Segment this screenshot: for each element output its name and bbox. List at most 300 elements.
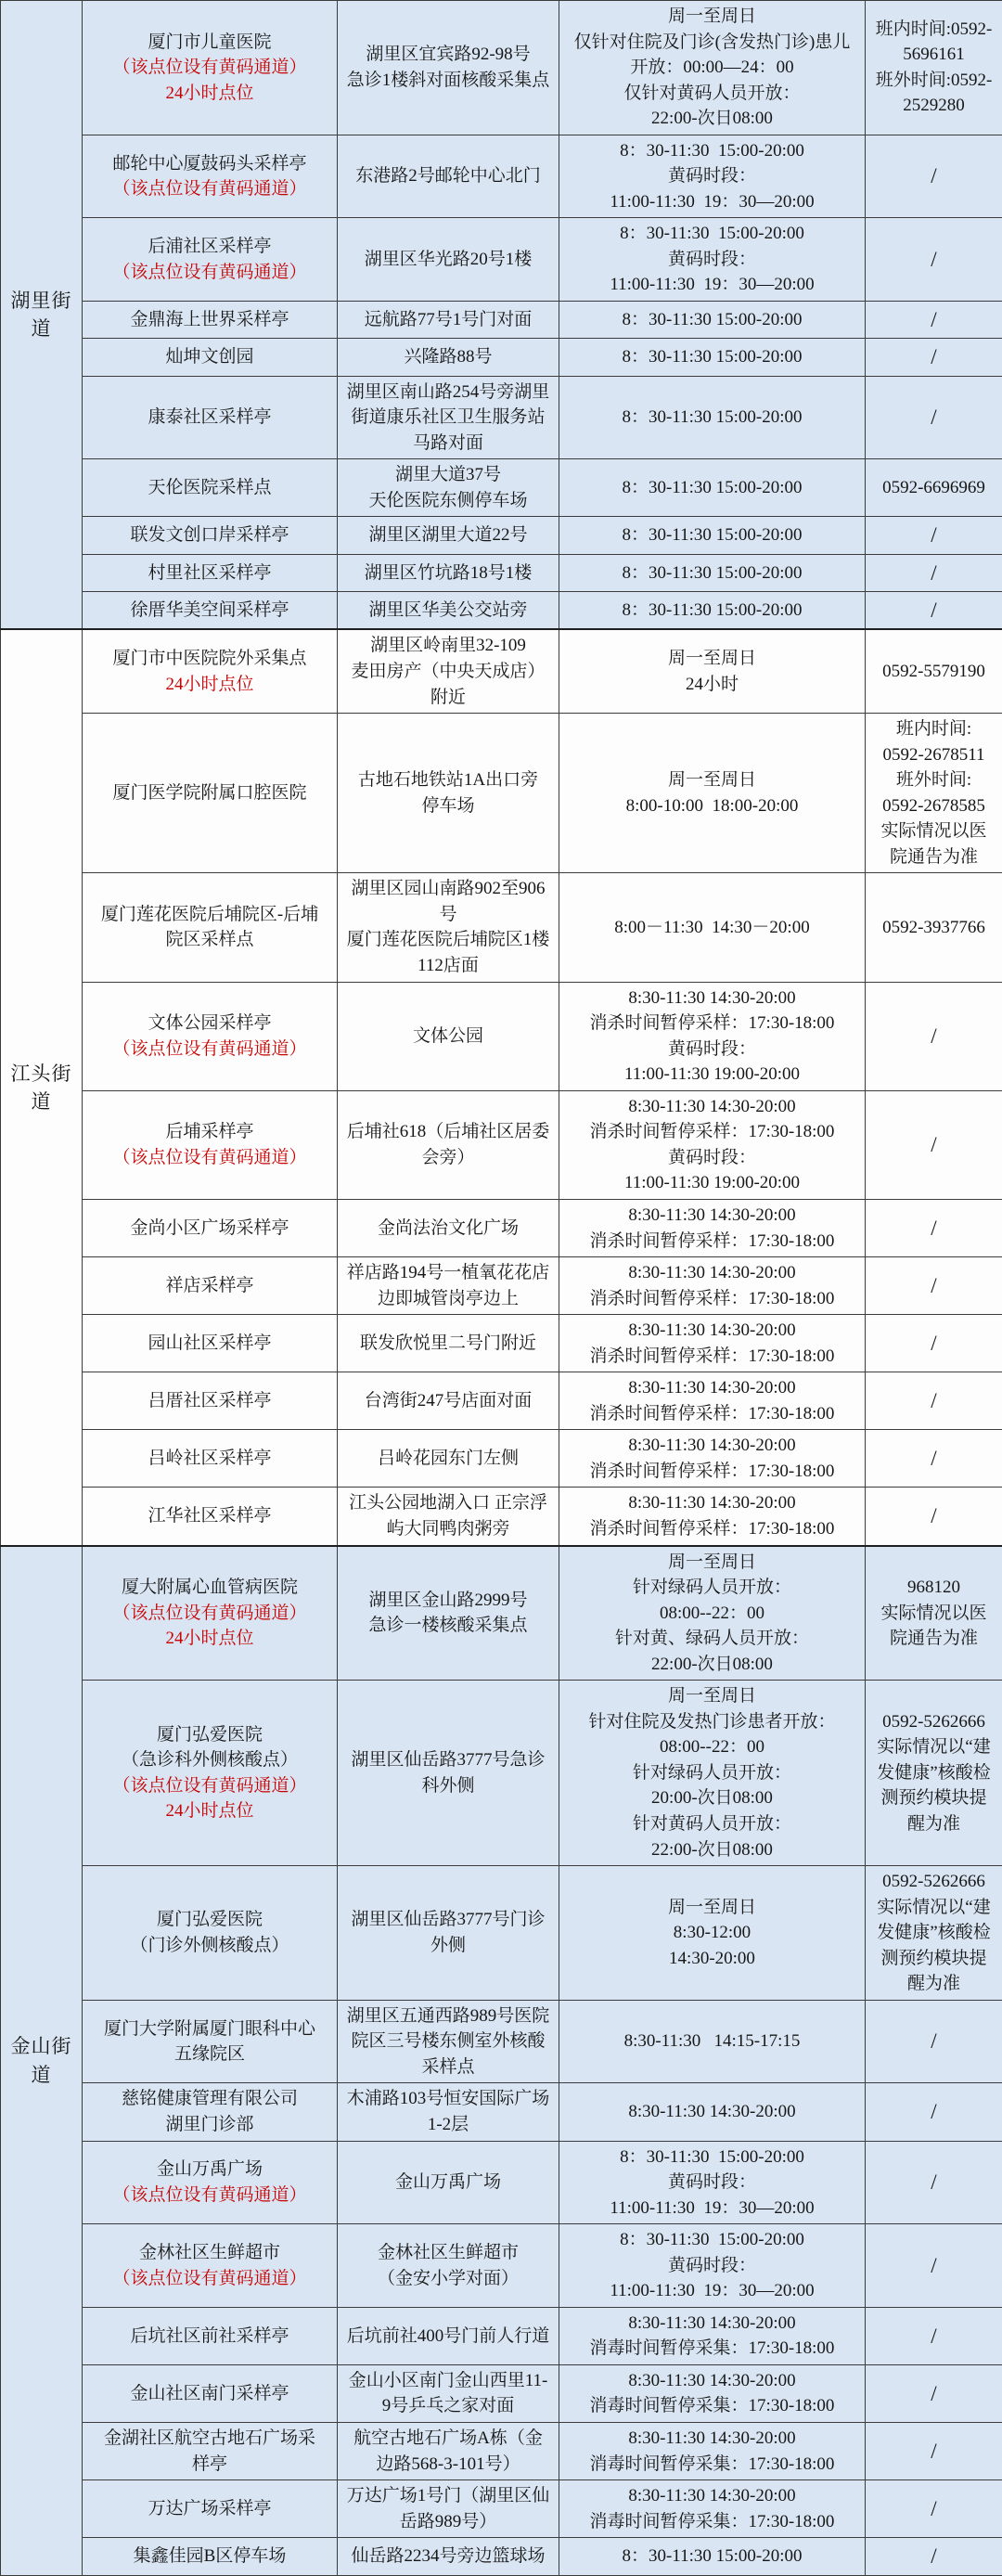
text-line: 五缘院区 bbox=[90, 2041, 329, 2067]
text-line: 消杀时间暂停采样：17:30-18:00 bbox=[567, 1229, 857, 1255]
text-line: 实际情况以“建发健康”核酸检测预约模块提醒为准 bbox=[873, 1895, 995, 1997]
text-line: 吕岭花园东门左侧 bbox=[345, 1446, 551, 1472]
no-phone-slash: / bbox=[873, 341, 995, 372]
table-row bbox=[1, 2000, 1002, 2083]
site-note-red: 24小时点位 bbox=[90, 1798, 329, 1824]
text-line: 周一至周日 bbox=[567, 767, 857, 793]
text-line: 金山万禹广场 bbox=[90, 2157, 329, 2183]
site-hours-cell bbox=[559, 2480, 866, 2538]
text-line: 天伦医院采样点 bbox=[90, 475, 329, 501]
text-line: 湖里门诊部 bbox=[90, 2112, 329, 2138]
table-row bbox=[1, 592, 1002, 630]
site-hours-cell bbox=[559, 1090, 866, 1199]
text-line: 消毒时间暂停采集：17:30-18:00 bbox=[567, 2336, 857, 2362]
site-hours-cell bbox=[559, 2000, 866, 2083]
site-address-cell bbox=[338, 2423, 559, 2480]
site-hours-cell bbox=[559, 135, 866, 218]
site-name-cell bbox=[83, 1199, 338, 1256]
text-line: 停车场 bbox=[345, 793, 551, 819]
site-phone-cell bbox=[866, 1866, 1002, 2001]
site-address-cell bbox=[338, 459, 559, 517]
site-name-cell bbox=[83, 2307, 338, 2364]
site-name-cell bbox=[83, 1090, 338, 1199]
text-line: 仅针对黄码人员开放： bbox=[567, 81, 857, 107]
text-line: 金山小区南门金山西里11-9号乒乓之家对面 bbox=[345, 2368, 551, 2419]
site-address-cell bbox=[338, 517, 559, 554]
site-hours-cell bbox=[559, 1681, 866, 1866]
site-name-cell bbox=[83, 1866, 338, 2001]
site-hours-cell bbox=[559, 2307, 866, 2364]
text-line: 消杀时间暂停采样：17:30-18:00 bbox=[567, 1344, 857, 1370]
text-line: 祥店路194号一植氧花花店边即城管岗亭边上 bbox=[345, 1260, 551, 1311]
site-phone-cell bbox=[866, 459, 1002, 517]
site-phone-cell bbox=[866, 554, 1002, 591]
site-address-cell bbox=[338, 2480, 559, 2538]
site-name-cell bbox=[83, 218, 338, 302]
text-line: 11:00-11:30 19:00-20:00 bbox=[567, 1170, 857, 1196]
site-phone-cell bbox=[866, 1372, 1002, 1430]
site-address-cell bbox=[338, 1, 559, 135]
site-note-red: （该点位设有黄码通道） bbox=[90, 1601, 329, 1627]
text-line: 8：30-11:30 15:00-20:00 bbox=[567, 2145, 857, 2170]
site-note-red: （该点位设有黄码通道） bbox=[90, 1037, 329, 1063]
text-line: 厦门弘爱医院 bbox=[90, 1722, 329, 1748]
site-hours-cell bbox=[559, 629, 866, 713]
table-row bbox=[1, 376, 1002, 459]
site-name-cell bbox=[83, 459, 338, 517]
site-note-red: （该点位设有黄码通道） bbox=[90, 2266, 329, 2292]
text-line: 实际情况以“建发健康”核酸检测预约模块提醒为准 bbox=[873, 1734, 995, 1836]
site-hours-cell bbox=[559, 1866, 866, 2001]
table-row bbox=[1, 1, 1002, 135]
site-phone-cell bbox=[866, 1681, 1002, 1866]
text-line: 村里社区采样亭 bbox=[90, 560, 329, 586]
text-line: 0592-5579190 bbox=[873, 659, 995, 685]
site-phone-cell bbox=[866, 1199, 1002, 1256]
text-line: 仙岳路2234号旁边篮球场 bbox=[345, 2544, 551, 2570]
text-line: 11:00-11:30 19：30—20:00 bbox=[567, 2196, 857, 2222]
site-address-cell bbox=[338, 1257, 559, 1315]
text-line: 班外时间: bbox=[873, 767, 995, 793]
site-address-cell bbox=[338, 629, 559, 713]
site-address-cell bbox=[338, 592, 559, 630]
site-hours-cell bbox=[559, 592, 866, 630]
text-line: 样亭 bbox=[90, 2452, 329, 2478]
text-line: 8：30-11:30 15:00-20:00 bbox=[567, 560, 857, 586]
table-row bbox=[1, 2423, 1002, 2480]
text-line: 厦大附属心血管病医院 bbox=[90, 1575, 329, 1601]
site-name-cell bbox=[83, 714, 338, 873]
site-name-cell bbox=[83, 1, 338, 135]
text-line: 8:30-11:30 14:30-20:00 bbox=[567, 2483, 857, 2509]
site-address-cell bbox=[338, 2000, 559, 2083]
text-line: 8：30-11:30 15:00-20:00 bbox=[567, 405, 857, 431]
no-phone-slash: / bbox=[873, 2436, 995, 2467]
site-phone-cell bbox=[866, 592, 1002, 630]
site-phone-cell bbox=[866, 1090, 1002, 1199]
text-line: 后坑前社400号门前人行道 bbox=[345, 2324, 551, 2350]
text-line: 园山社区采样亭 bbox=[90, 1331, 329, 1357]
text-line: 8：30-11:30 15:00-20:00 bbox=[567, 598, 857, 624]
site-name-cell bbox=[83, 2224, 338, 2308]
site-phone-cell bbox=[866, 2083, 1002, 2141]
text-line: 班内时间:0592-5696161 bbox=[873, 17, 995, 68]
site-hours-cell bbox=[559, 376, 866, 459]
text-line: 急诊一楼核酸采集点 bbox=[345, 1613, 551, 1639]
table-row bbox=[1, 1199, 1002, 1256]
text-line: 11:00-11:30 19：30—20:00 bbox=[567, 189, 857, 215]
table-row bbox=[1, 1315, 1002, 1372]
site-address-cell bbox=[338, 873, 559, 982]
text-line: 8:30-11:30 14:30-20:00 bbox=[567, 1318, 857, 1344]
text-line: 周一至周日 bbox=[567, 4, 857, 30]
site-name-cell bbox=[83, 1430, 338, 1488]
site-address-cell bbox=[338, 1546, 559, 1681]
site-name-cell bbox=[83, 376, 338, 459]
site-note-red: （该点位设有黄码通道） bbox=[90, 2183, 329, 2209]
text-line: 远航路77号1号门对面 bbox=[345, 307, 551, 333]
text-line: 11:00-11:30 19:00-20:00 bbox=[567, 1062, 857, 1088]
site-phone-cell bbox=[866, 2364, 1002, 2422]
site-address-cell bbox=[338, 1199, 559, 1256]
site-address-cell bbox=[338, 302, 559, 339]
text-line: 针对绿码人员开放： bbox=[567, 1760, 857, 1786]
site-note-red: （该点位设有黄码通道） bbox=[90, 55, 329, 81]
table-row bbox=[1, 1090, 1002, 1199]
text-line: 针对绿码人员开放： bbox=[567, 1575, 857, 1601]
site-hours-cell bbox=[559, 1257, 866, 1315]
site-hours-cell bbox=[559, 1488, 866, 1546]
text-line: 8:30-11:30 14:30-20:00 bbox=[567, 1203, 857, 1229]
site-address-cell bbox=[338, 1866, 559, 2001]
no-phone-slash: / bbox=[873, 595, 995, 625]
text-line: 班内时间: bbox=[873, 716, 995, 742]
street-label: 江头街道 bbox=[1, 629, 83, 1545]
text-line: 针对黄、绿码人员开放： bbox=[567, 1626, 857, 1652]
site-address-cell bbox=[338, 2083, 559, 2141]
site-name-cell bbox=[83, 517, 338, 554]
text-line: 厦门市中医院院外采集点 bbox=[90, 646, 329, 672]
site-name-cell bbox=[83, 1372, 338, 1430]
no-phone-slash: / bbox=[873, 161, 995, 191]
site-hours-cell bbox=[559, 982, 866, 1090]
text-line: 灿坤文创园 bbox=[90, 344, 329, 370]
no-phone-slash: / bbox=[873, 304, 995, 335]
table-row bbox=[1, 1372, 1002, 1430]
text-line: 文体公园采样亭 bbox=[90, 1011, 329, 1037]
text-line: 22:00-次日08:00 bbox=[567, 1837, 857, 1863]
no-phone-slash: / bbox=[873, 2250, 995, 2281]
table-row bbox=[1, 1257, 1002, 1315]
text-line: 针对住院及发热门诊患者开放： bbox=[567, 1709, 857, 1735]
text-line: 8：30-11:30 15:00-20:00 bbox=[567, 2227, 857, 2253]
text-line: 江头公园地湖入口 正宗浮屿大同鸭肉粥旁 bbox=[345, 1490, 551, 1541]
text-line: 消毒时间暂停采集：17:30-18:00 bbox=[567, 2393, 857, 2419]
text-line: 湖里区五通西路989号医院院区三号楼东侧室外核酸采样点 bbox=[345, 2003, 551, 2080]
text-line: 实际情况以医院通告为准 bbox=[873, 818, 995, 869]
text-line: 金尚法治文化广场 bbox=[345, 1216, 551, 1242]
text-line: 仅针对住院及门诊(含发热门诊)患儿开放：00:00—24：00 bbox=[567, 30, 857, 81]
site-hours-cell bbox=[559, 218, 866, 302]
no-phone-slash: / bbox=[873, 2493, 995, 2524]
site-address-cell bbox=[338, 1090, 559, 1199]
text-line: 8：30-11:30 15:00-20:00 bbox=[567, 344, 857, 370]
street-label: 金山街道 bbox=[1, 1546, 83, 2576]
table-row bbox=[1, 2307, 1002, 2364]
no-phone-slash: / bbox=[873, 1385, 995, 1416]
text-line: 木浦路103号恒安国际广场1-2层 bbox=[345, 2086, 551, 2137]
site-note-red: （该点位设有黄码通道） bbox=[90, 1145, 329, 1171]
site-name-cell bbox=[83, 135, 338, 218]
site-hours-cell bbox=[559, 517, 866, 554]
site-phone-cell bbox=[866, 218, 1002, 302]
text-line: 8:30-12:00 bbox=[567, 1920, 857, 1946]
site-address-cell bbox=[338, 2224, 559, 2308]
text-line: 祥店采样亭 bbox=[90, 1273, 329, 1299]
site-phone-cell bbox=[866, 1430, 1002, 1488]
text-line: 8：30-11:30 15:00-20:00 bbox=[567, 475, 857, 501]
site-phone-cell bbox=[866, 2224, 1002, 2308]
text-line: 集鑫佳园B区停车场 bbox=[90, 2544, 329, 2570]
text-line: 消毒时间暂停采集：17:30-18:00 bbox=[567, 2509, 857, 2535]
text-line: 22:00-次日08:00 bbox=[567, 1652, 857, 1678]
text-line: 厦门弘爱医院 bbox=[90, 1907, 329, 1933]
text-line: 徐厝华美空间采样亭 bbox=[90, 598, 329, 624]
text-line: 14:30-20:00 bbox=[567, 1946, 857, 1972]
text-line: 吕厝社区采样亭 bbox=[90, 1388, 329, 1414]
site-note-red: 24小时点位 bbox=[90, 1626, 329, 1652]
site-address-cell bbox=[338, 1430, 559, 1488]
site-note-red: 24小时点位 bbox=[90, 672, 329, 698]
site-name-cell bbox=[83, 2141, 338, 2224]
site-phone-cell bbox=[866, 2538, 1002, 2575]
table-row bbox=[1, 1546, 1002, 1681]
text-line: 8:30-11:30 14:30-20:00 bbox=[567, 2368, 857, 2394]
site-address-cell bbox=[338, 376, 559, 459]
text-line: 江华社区采样亭 bbox=[90, 1503, 329, 1529]
site-phone-cell bbox=[866, 2000, 1002, 2083]
no-phone-slash: / bbox=[873, 2321, 995, 2351]
site-address-cell bbox=[338, 2538, 559, 2575]
text-line: 后浦社区采样亭 bbox=[90, 234, 329, 260]
table-row bbox=[1, 1681, 1002, 1866]
site-phone-cell bbox=[866, 376, 1002, 459]
table-row bbox=[1, 2364, 1002, 2422]
site-phone-cell bbox=[866, 135, 1002, 218]
text-line: （门诊外侧核酸点） bbox=[90, 1933, 329, 1959]
text-line: 湖里区园山南路902至906号 bbox=[345, 876, 551, 927]
table-row bbox=[1, 135, 1002, 218]
text-line: 8：30-11:30 15:00-20:00 bbox=[567, 307, 857, 333]
text-line: 天伦医院东侧停车场 bbox=[345, 488, 551, 514]
site-address-cell bbox=[338, 2307, 559, 2364]
site-hours-cell bbox=[559, 2224, 866, 2308]
text-line: 联发欣悦里二号门附近 bbox=[345, 1331, 551, 1357]
text-line: 黄码时段： bbox=[567, 2170, 857, 2196]
site-phone-cell bbox=[866, 1488, 1002, 1546]
site-phone-cell bbox=[866, 2480, 1002, 2538]
site-name-cell bbox=[83, 592, 338, 630]
text-line: 8：30-11:30 15:00-20:00 bbox=[567, 522, 857, 548]
site-hours-cell bbox=[559, 302, 866, 339]
text-line: 邮轮中心厦鼓码头采样亭 bbox=[90, 151, 329, 177]
table-row bbox=[1, 982, 1002, 1090]
text-line: 黄码时段： bbox=[567, 247, 857, 273]
text-line: 金鼎海上世界采样亭 bbox=[90, 307, 329, 333]
text-line: 航空古地石广场A栋（金边路568-3-101号） bbox=[345, 2426, 551, 2477]
text-line: 周一至周日 bbox=[567, 646, 857, 672]
site-note-red: （该点位设有黄码通道） bbox=[90, 1773, 329, 1799]
site-hours-cell bbox=[559, 2423, 866, 2480]
text-line: 后坑社区前社采样亭 bbox=[90, 2324, 329, 2350]
text-line: 08:00--22：00 bbox=[567, 1601, 857, 1627]
site-address-cell bbox=[338, 135, 559, 218]
text-line: 湖里区宜宾路92-98号 bbox=[345, 42, 551, 68]
no-phone-slash: / bbox=[873, 1021, 995, 1051]
text-line: 8:30-11:30 14:15-17:15 bbox=[567, 2029, 857, 2054]
site-hours-cell bbox=[559, 1315, 866, 1372]
text-line: 消杀时间暂停采样：17:30-18:00 bbox=[567, 1119, 857, 1145]
text-line: 金林社区生鲜超市 bbox=[345, 2240, 551, 2266]
text-line: 厦门医学院附属口腔医院 bbox=[90, 780, 329, 806]
site-address-cell bbox=[338, 714, 559, 873]
site-hours-cell bbox=[559, 2141, 866, 2224]
no-phone-slash: / bbox=[873, 1270, 995, 1301]
text-line: 20:00-次日08:00 bbox=[567, 1785, 857, 1811]
table-row bbox=[1, 2538, 1002, 2575]
site-hours-cell bbox=[559, 2364, 866, 2422]
text-line: 0592-5262666 bbox=[873, 1869, 995, 1895]
text-line: 消杀时间暂停采样：17:30-18:00 bbox=[567, 1286, 857, 1312]
site-hours-cell bbox=[559, 2083, 866, 2141]
site-phone-cell bbox=[866, 2141, 1002, 2224]
text-line: 厦门大学附属厦门眼科中心 bbox=[90, 2016, 329, 2042]
text-line: 消杀时间暂停采样：17:30-18:00 bbox=[567, 1459, 857, 1485]
site-name-cell bbox=[83, 339, 338, 376]
text-line: 班外时间:0592-2529280 bbox=[873, 68, 995, 119]
text-line: 湖里区仙岳路3777号急诊科外侧 bbox=[345, 1747, 551, 1798]
site-hours-cell bbox=[559, 554, 866, 591]
text-line: 吕岭社区采样亭 bbox=[90, 1446, 329, 1472]
text-line: 0592-2678511 bbox=[873, 742, 995, 768]
text-line: 厦门市儿童医院 bbox=[90, 30, 329, 56]
text-line: 文体公园 bbox=[345, 1024, 551, 1050]
site-hours-cell bbox=[559, 339, 866, 376]
site-address-cell bbox=[338, 2364, 559, 2422]
text-line: 厦门莲花医院后埔院区1楼112店面 bbox=[345, 927, 551, 978]
text-line: 8：30-11:30 15:00-20:00 bbox=[567, 2544, 857, 2570]
site-phone-cell bbox=[866, 2423, 1002, 2480]
text-line: 消杀时间暂停采样：17:30-18:00 bbox=[567, 1516, 857, 1542]
table-body bbox=[1, 1, 1002, 2576]
text-line: 0592-3937766 bbox=[873, 915, 995, 941]
text-line: 8:00－11:30 14:30－20:00 bbox=[567, 915, 857, 941]
site-name-cell bbox=[83, 2423, 338, 2480]
text-line: 0592-6696969 bbox=[873, 475, 995, 501]
table-row bbox=[1, 2480, 1002, 2538]
text-line: 黄码时段： bbox=[567, 2253, 857, 2279]
table-row bbox=[1, 1430, 1002, 1488]
text-line: 湖里区华光路20号1楼 bbox=[345, 247, 551, 273]
text-line: 8:00-10:00 18:00-20:00 bbox=[567, 793, 857, 819]
text-line: 金尚小区广场采样亭 bbox=[90, 1216, 329, 1242]
text-line: 湖里区南山路254号旁湖里街道康乐社区卫生服务站马路对面 bbox=[345, 380, 551, 457]
site-phone-cell bbox=[866, 873, 1002, 982]
site-name-cell bbox=[83, 1315, 338, 1372]
no-phone-slash: / bbox=[873, 1213, 995, 1243]
text-line: 周一至周日 bbox=[567, 1895, 857, 1921]
text-line: 针对黄码人员开放： bbox=[567, 1811, 857, 1837]
text-line: 0592-5262666 bbox=[873, 1709, 995, 1735]
text-line: 08:00--22：00 bbox=[567, 1734, 857, 1760]
table-row bbox=[1, 629, 1002, 713]
table-row bbox=[1, 2141, 1002, 2224]
text-line: 慈铭健康管理有限公司 bbox=[90, 2086, 329, 2112]
site-hours-cell bbox=[559, 1, 866, 135]
site-phone-cell bbox=[866, 1315, 1002, 1372]
no-phone-slash: / bbox=[873, 1501, 995, 1531]
text-line: 万达广场采样亭 bbox=[90, 2496, 329, 2522]
site-name-cell bbox=[83, 2480, 338, 2538]
site-name-cell bbox=[83, 2364, 338, 2422]
text-line: 急诊1楼斜对面核酸采集点 bbox=[345, 68, 551, 94]
text-line: 实际情况以医院通告为准 bbox=[873, 1601, 995, 1652]
table-row bbox=[1, 517, 1002, 554]
text-line: 消毒时间暂停采集：17:30-18:00 bbox=[567, 2452, 857, 2478]
no-phone-slash: / bbox=[873, 1129, 995, 1160]
site-phone-cell bbox=[866, 2307, 1002, 2364]
site-name-cell bbox=[83, 2000, 338, 2083]
table-row bbox=[1, 1488, 1002, 1546]
text-line: 兴隆路88号 bbox=[345, 344, 551, 370]
site-address-cell bbox=[338, 1315, 559, 1372]
text-line: 古地石地铁站1A出口旁 bbox=[345, 767, 551, 793]
table-row bbox=[1, 554, 1002, 591]
site-address-cell bbox=[338, 2141, 559, 2224]
text-line: 0592-2678585 bbox=[873, 793, 995, 819]
text-line: 8:30-11:30 14:30-20:00 bbox=[567, 2426, 857, 2452]
site-name-cell bbox=[83, 1681, 338, 1866]
text-line: 8:30-11:30 14:30-20:00 bbox=[567, 1490, 857, 1516]
table-row bbox=[1, 2083, 1002, 2141]
text-line: 金山万禹广场 bbox=[345, 2170, 551, 2196]
site-address-cell bbox=[338, 982, 559, 1090]
text-line: 湖里区竹坑路18号1楼 bbox=[345, 560, 551, 586]
text-line: 湖里区岭南里32-109 bbox=[345, 633, 551, 659]
text-line: 8:30-11:30 14:30-20:00 bbox=[567, 1260, 857, 1286]
site-address-cell bbox=[338, 218, 559, 302]
site-name-cell bbox=[83, 1488, 338, 1546]
site-name-cell bbox=[83, 554, 338, 591]
no-phone-slash: / bbox=[873, 2096, 995, 2127]
no-phone-slash: / bbox=[873, 2541, 995, 2571]
text-line: 后埔采样亭 bbox=[90, 1119, 329, 1145]
table-row bbox=[1, 1866, 1002, 2001]
site-address-cell bbox=[338, 1488, 559, 1546]
site-phone-cell bbox=[866, 982, 1002, 1090]
no-phone-slash: / bbox=[873, 558, 995, 588]
text-line: 湖里区华美公交站旁 bbox=[345, 598, 551, 624]
site-name-cell bbox=[83, 629, 338, 713]
table-row bbox=[1, 302, 1002, 339]
site-hours-cell bbox=[559, 1430, 866, 1488]
text-line: 金山社区南门采样亭 bbox=[90, 2381, 329, 2407]
site-note-red: 24小时点位 bbox=[90, 81, 329, 107]
site-hours-cell bbox=[559, 1546, 866, 1681]
table-row bbox=[1, 218, 1002, 302]
no-phone-slash: / bbox=[873, 402, 995, 432]
street-label: 湖里街道 bbox=[1, 1, 83, 630]
